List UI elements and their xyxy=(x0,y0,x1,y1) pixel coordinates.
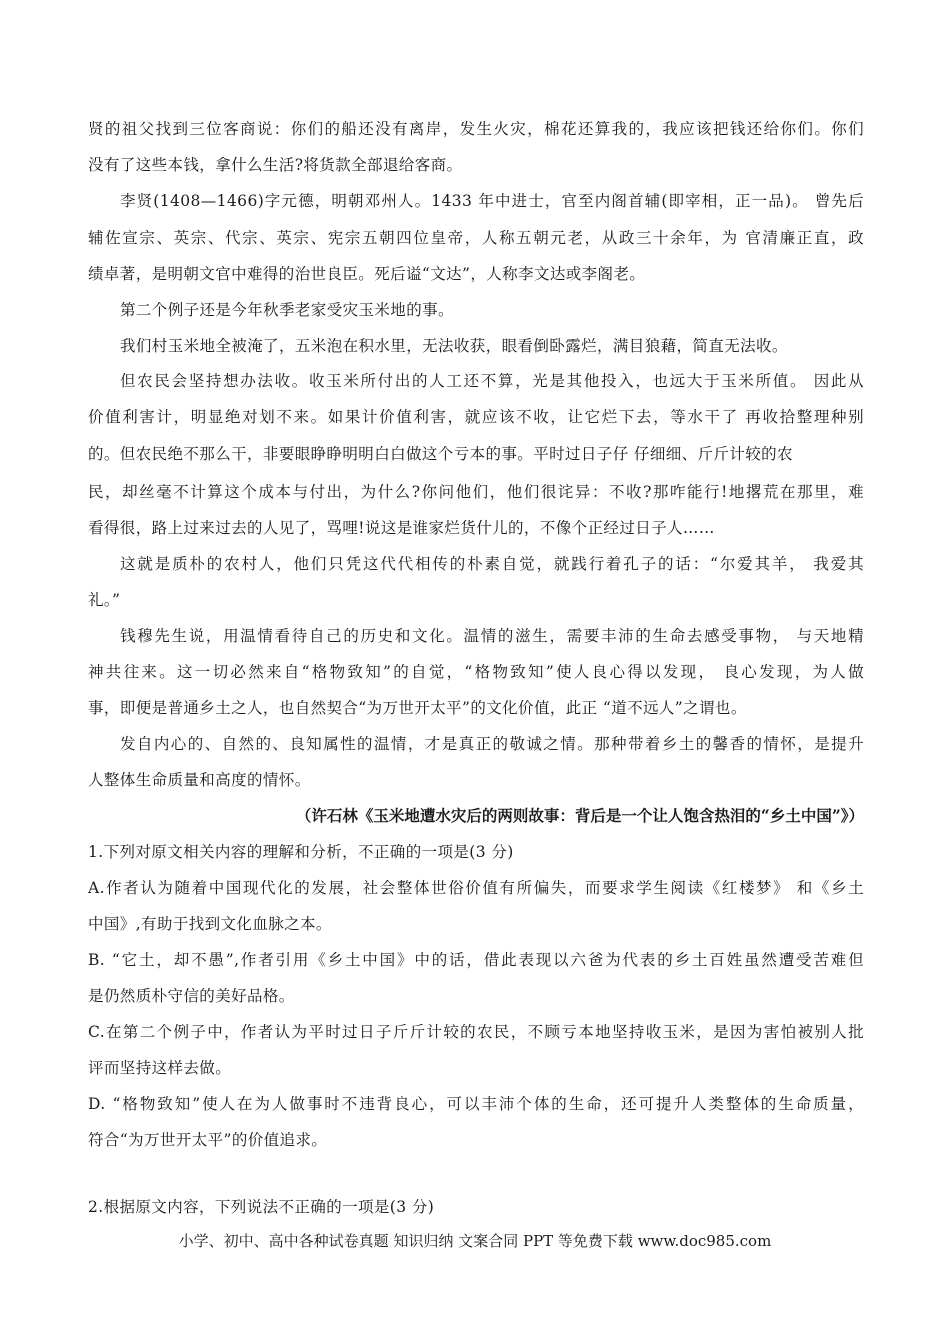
question-2-stem: 2.根据原文内容，下列说法不正确的一项是(3 分) xyxy=(88,1198,435,1216)
paragraph-line: 民，却丝毫不计算这个成本与付出，为什么?你问他们，他们很诧异：不收?那咋能行!地撂荒在那里，难 xyxy=(88,483,864,501)
source-citation: （许石林《玉米地遭水灾后的两则故事：背后是一个让人饱含热泪的“乡土中国”》） xyxy=(295,806,864,825)
option-c-line2: 评而坚持这样去做。 xyxy=(88,1059,232,1077)
question-1-stem: 1.下列对原文相关内容的理解和分析，不正确的一项是(3 分) xyxy=(88,843,514,861)
footer-note: 小学、初中、高中各种试卷真题 知识归纳 文案合同 PPT 等免费下载 www.doc985.com xyxy=(178,1232,772,1250)
paragraph-line: 我们村玉米地全被淹了，五米泡在积水里，无法收获，眼看倒卧露烂，满目狼藉，简直无法收。 xyxy=(120,337,788,355)
paragraph-line: 看得很，路上过来过去的人见了，骂哩!说这是谁家烂货什儿的，不像个正经过日子人…… xyxy=(88,519,715,537)
option-d-line2: 符合“为万世开太平”的价值追求。 xyxy=(88,1131,328,1149)
paragraph-line: 但农民会坚持想办法收。收玉米所付出的人工还不算，光是其他投入，也远大于玉米所值。 因此从 xyxy=(120,372,864,390)
option-b-line2: 是仍然质朴守信的美好品格。 xyxy=(88,987,295,1005)
paragraph-line: 神共往来。这一切必然来自“格物致知”的自觉，“格物致知”使人良心得以发现， 良心发现，为人做 xyxy=(88,663,864,681)
paragraph-line: 人整体生命质量和高度的情怀。 xyxy=(88,771,311,789)
paragraph-line: 这就是质朴的农村人，他们只凭这代代相传的朴素自觉，就践行着孔子的话：“尔爱其羊， 我爱其 xyxy=(120,555,864,573)
paragraph-line: 没有了这些本钱，拿什么生活?将货款全部退给客商。 xyxy=(88,156,463,174)
paragraph-line: 的。但农民绝不那么干，非要眼睁睁明明白白做这个亏本的事。平时过日子仔 仔细细、斤斤计较的农 xyxy=(88,445,793,463)
paragraph-line: 辅佐宣宗、英宗、代宗、英宗、宪宗五朝四位皇帝，人称五朝元老，从政三十余年，为 官清廉正直，政 xyxy=(88,229,864,247)
paragraph-line: 贤的祖父找到三位客商说：你们的船还没有离岸，发生火灾，棉花还算我的，我应该把钱还给你们。你们 xyxy=(88,120,864,138)
option-b-line1: B. “它土，却不愚”,作者引用《乡土中国》中的话，借此表现以六爸为代表的乡土百姓虽然遭受苦难但 xyxy=(88,951,864,969)
option-a-line1: A.作者认为随着中国现代化的发展，社会整体世俗价值有所偏失，而要求学生阅读《红楼梦》 和《乡土 xyxy=(88,879,864,897)
option-d-line1: D. “格物致知”使人在为人做事时不违背良心，可以丰沛个体的生命，还可提升人类整体的生命质量， xyxy=(88,1095,864,1113)
paragraph-line: 李贤(1408—1466)字元德，明朝邓州人。1433 年中进士，官至内阁首辅(即宰相，正一品)。 曾先后 xyxy=(120,192,864,210)
paragraph-line: 第二个例子还是今年秋季老家受灾玉米地的事。 xyxy=(120,301,454,319)
paragraph-line: 钱穆先生说，用温情看待自己的历史和文化。温情的滋生，需要丰沛的生命去感受事物， 与天地精 xyxy=(120,627,864,645)
paragraph-line: 发自内心的、自然的、良知属性的温情，才是真正的敬诚之情。那种带着乡土的馨香的情怀，是提升 xyxy=(120,735,864,753)
option-c-line1: C.在第二个例子中，作者认为平时过日子斤斤计较的农民，不顾亏本地坚持收玉米，是因为害怕被别人批 xyxy=(88,1023,864,1041)
paragraph-line: 事，即便是普通乡土之人，也自然契合“为万世开太平”的文化价值，此正 “道不远人”之谓也。 xyxy=(88,699,747,717)
paragraph-line: 礼。” xyxy=(88,591,121,609)
paragraph-line: 价值利害计，明显绝对划不来。如果计价值利害，就应该不收，让它烂下去，等水干了 再收拾整理种别 xyxy=(88,408,864,426)
option-a-line2: 中国》,有助于找到文化血脉之本。 xyxy=(88,915,332,933)
paragraph-line: 绩卓著，是明朝文官中难得的治世良臣。死后谥“文达”，人称李文达或李阁老。 xyxy=(88,265,646,283)
